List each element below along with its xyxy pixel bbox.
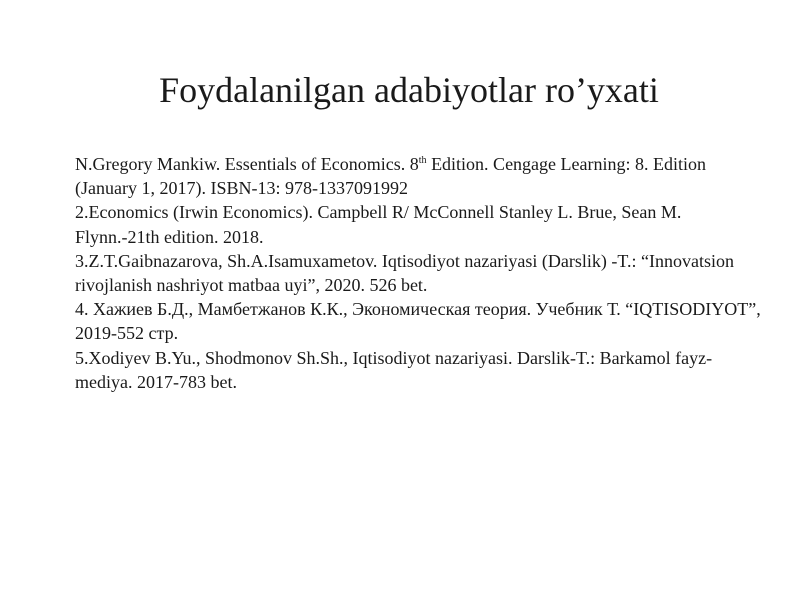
reference-list xyxy=(75,152,765,394)
ordinal-suffix: th xyxy=(418,155,427,166)
reference-item-5: 5.Xodiyev B.Yu., Shodmonov Sh.Sh., Iqtisodiyot nazariyasi. Darslik-T.: Barkamol fayz-mediya. 2017-783 bet. xyxy=(75,347,713,392)
reference-item-4: 4. Хажиев Б.Д., Мамбетжанов К.К., Экономическая теория. Учебник Т. “IQTISODIYOT”, 2019-552 стр. xyxy=(75,299,761,344)
reference-1-text: N.Gregory Mankiw. Essentials of Economics. 8 xyxy=(75,154,419,174)
reference-item-3: 3.Z.T.Gaibnazarova, Sh.A.Isamuxametov. Iqtisodiyot nazariyasi (Darslik) -T.: “Innovatsion rivojlanish nashriyot matbaa uyi”, 2020. 526 bet. xyxy=(75,250,734,296)
reference-item-1 xyxy=(75,152,765,200)
slide-title: Foydalanilgan adabiyotlar ro’yxati xyxy=(159,70,659,110)
reference-item-2: 2.Economics (Irwin Economics). Campbell R/ McConnell Stanley L. Brue, Sean M. Flynn.-21th edition. 2018. xyxy=(75,202,682,247)
reference-1-text-continued: Edition. Cengage Learning: 8. Edition (January 1, 2017). ISBN-13: 978-1337091992 xyxy=(75,154,707,199)
